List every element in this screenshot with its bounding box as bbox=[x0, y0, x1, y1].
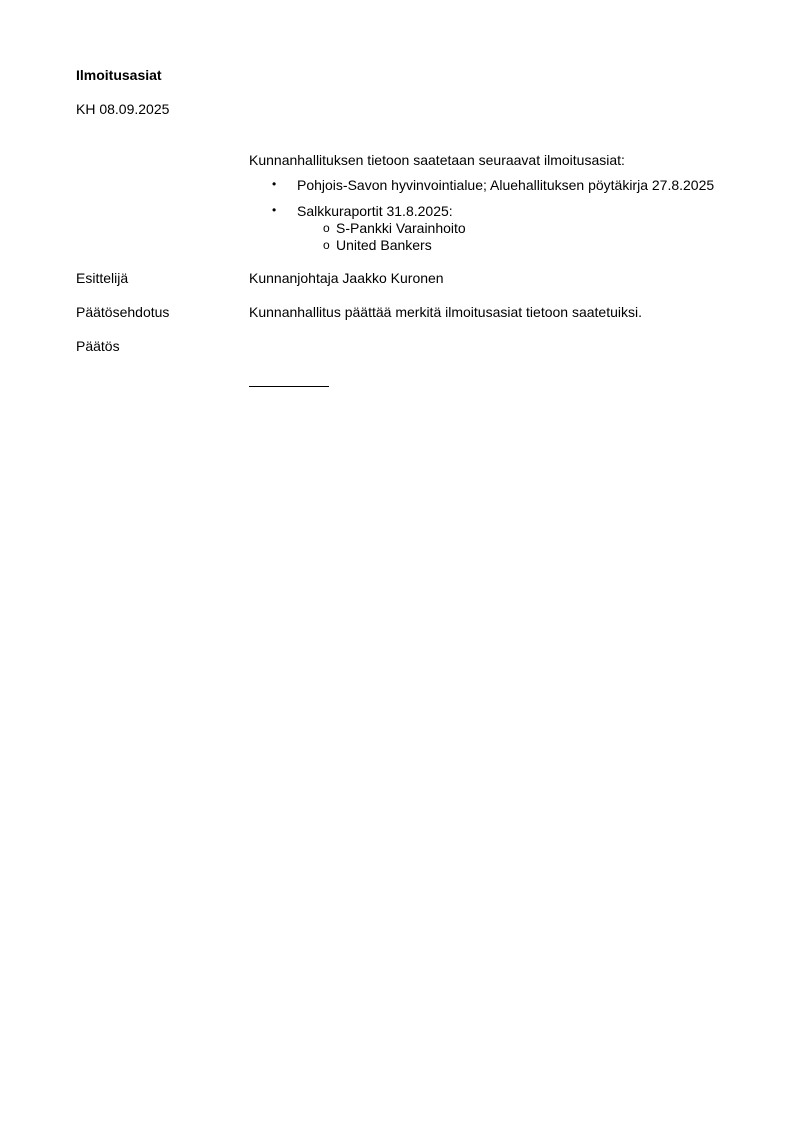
proposal-label: Päätösehdotus bbox=[76, 304, 170, 320]
end-separator bbox=[249, 386, 329, 387]
sub-bullet-icon: o bbox=[323, 221, 330, 235]
page-title: Ilmoitusasiat bbox=[76, 67, 162, 83]
intro-text: Kunnanhallituksen tietoon saatetaan seuraavat ilmoitusasiat: bbox=[249, 152, 625, 168]
presenter-value: Kunnanjohtaja Jaakko Kuronen bbox=[249, 270, 444, 286]
sub-list-item-text: United Bankers bbox=[336, 237, 432, 253]
list-item-text: Salkkuraportit 31.8.2025: bbox=[297, 203, 453, 219]
proposal-value: Kunnanhallitus päättää merkitä ilmoitusasiat tietoon saatetuiksi. bbox=[249, 304, 642, 320]
sub-bullet-icon: o bbox=[323, 238, 330, 252]
meeting-reference: KH 08.09.2025 bbox=[76, 101, 170, 117]
presenter-label: Esittelijä bbox=[76, 270, 129, 286]
bullet-icon: • bbox=[272, 203, 277, 217]
decision-label: Päätös bbox=[76, 338, 120, 354]
list-item-text: Pohjois-Savon hyvinvointialue; Aluehallituksen pöytäkirja 27.8.2025 bbox=[297, 177, 715, 193]
sub-list-item-text: S-Pankki Varainhoito bbox=[336, 220, 466, 236]
bullet-icon: • bbox=[272, 177, 277, 191]
